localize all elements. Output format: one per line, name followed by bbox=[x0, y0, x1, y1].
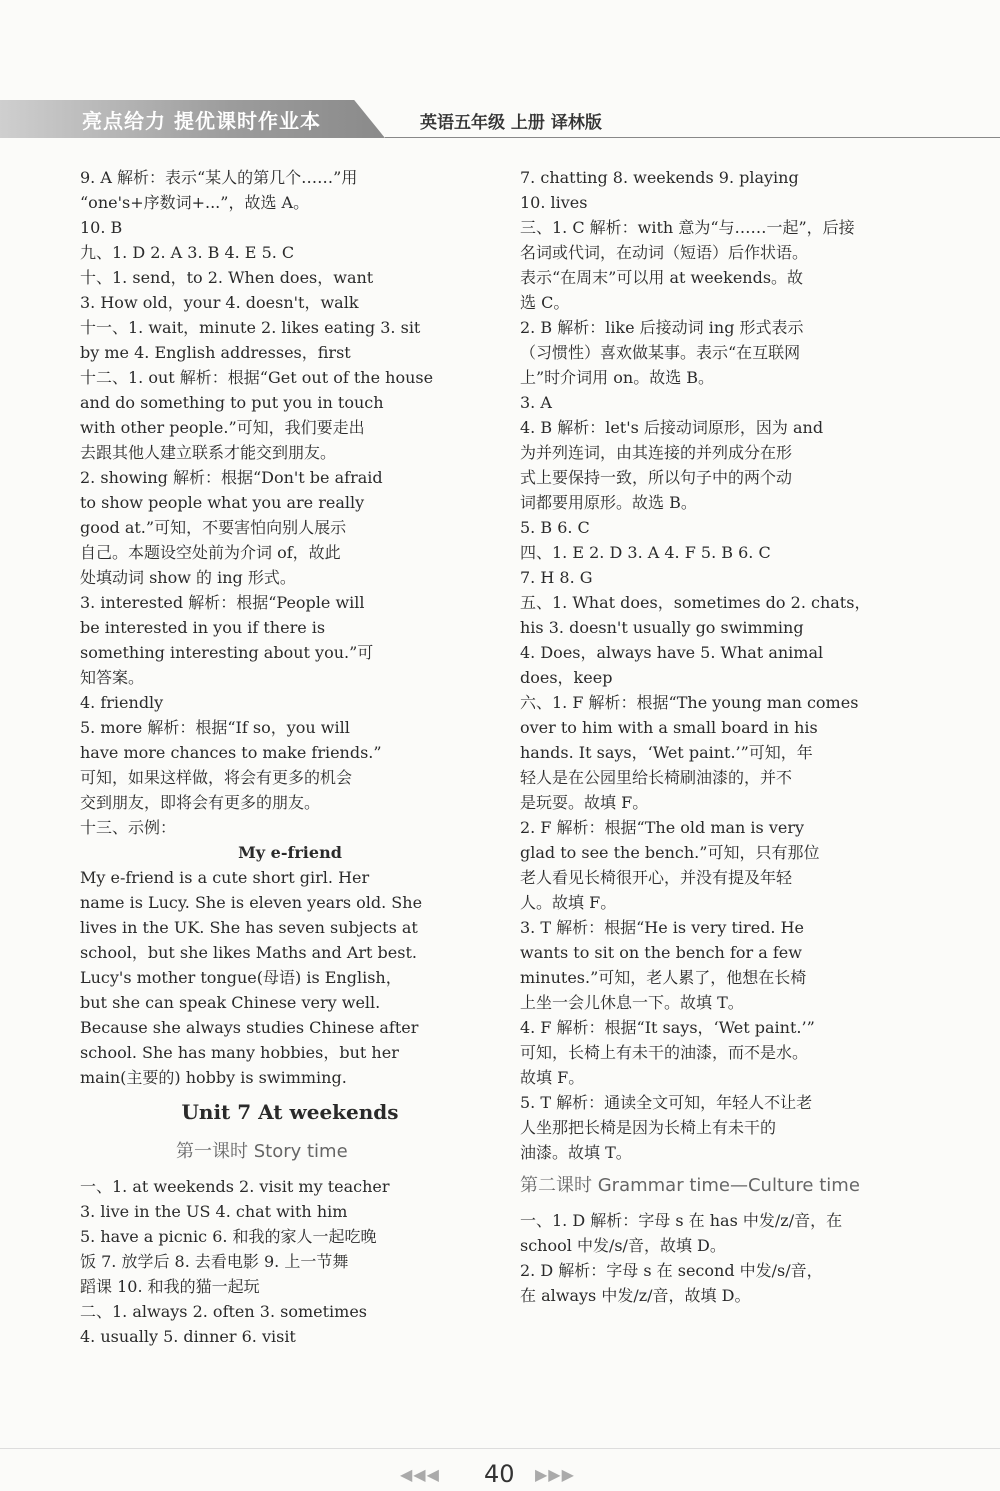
right-answer-lines-2 bbox=[520, 1208, 920, 1308]
answer-line: 六、1. F 解析：根据“The young man comes bbox=[520, 693, 859, 712]
page-number: 40 bbox=[484, 1460, 515, 1488]
answer-line: to show people what you are really bbox=[80, 493, 365, 512]
answer-line: 选 C。 bbox=[520, 293, 570, 312]
lesson-2-heading: 第二课时 Grammar time—Culture time bbox=[520, 1175, 860, 1196]
answer-line: 5. T 解析：通读全文可知，年轻人不让老 bbox=[520, 1093, 813, 1112]
answer-line: 十二、1. out 解析：根据“Get out of the house bbox=[80, 368, 434, 387]
answer-line: 10. lives bbox=[520, 193, 588, 212]
answer-line: 人坐那把长椅是因为长椅上有未干的 bbox=[520, 1118, 777, 1137]
footer-divider bbox=[0, 1448, 1000, 1449]
answer-line: 二、1. always 2. often 3. sometimes bbox=[80, 1302, 368, 1321]
page-header bbox=[0, 100, 1000, 138]
answer-line: 十一、1. wait，minute 2. likes eating 3. sit bbox=[80, 318, 421, 337]
answer-line: 4. usually 5. dinner 6. visit bbox=[80, 1327, 296, 1346]
answer-line: 一、1. D 解析：字母 s 在 has 中发/z/音，在 bbox=[520, 1211, 843, 1230]
answer-line: 上坐一会儿休息一下。故填 T。 bbox=[520, 993, 744, 1012]
answer-line: wants to sit on the bench for a few bbox=[520, 943, 802, 962]
answer-line: name is Lucy. She is eleven years old. She bbox=[80, 893, 423, 912]
answer-line: 九、1. D 2. A 3. B 4. E 5. C bbox=[80, 243, 295, 262]
answer-line: hands. It says，‘Wet paint.’”可知，年 bbox=[520, 743, 813, 762]
answer-line: 2. F 解析：根据“The old man is very bbox=[520, 818, 805, 837]
answer-line: 9. A 解析：表示“某人的第几个……”用 bbox=[80, 168, 358, 187]
answer-line: 2. D 解析：字母 s 在 second 中发/s/音， bbox=[520, 1261, 823, 1280]
answer-line: 上”时介词用 on。故选 B。 bbox=[520, 368, 715, 387]
answer-line: school，but she likes Maths and Art best. bbox=[80, 943, 417, 962]
answer-line: 3. A bbox=[520, 393, 552, 412]
answer-line: 表示“在周末”可以用 at weekends。故 bbox=[520, 268, 804, 287]
answer-line: “one's+序数词+...”，故选 A。 bbox=[80, 193, 310, 212]
answer-line: 7. chatting 8. weekends 9. playing bbox=[520, 168, 799, 187]
answer-line: 名词或代词，在动词（短语）后作状语。 bbox=[520, 243, 809, 262]
answer-line: 3. live in the US 4. chat with him bbox=[80, 1202, 348, 1221]
answer-line: My e-friend is a cute short girl. Her bbox=[80, 868, 370, 887]
answer-line: 三、1. C 解析：with 意为“与……一起”，后接 bbox=[520, 218, 855, 237]
answer-line: 十、1. send，to 2. When does，want bbox=[80, 268, 374, 287]
answer-line: with other people.”可知，我们要走出 bbox=[80, 418, 365, 437]
answer-line: Lucy's mother tongue(母语) is English， bbox=[80, 968, 402, 987]
answer-line: main(主要的) hobby is swimming. bbox=[80, 1068, 347, 1087]
answer-line: 5. have a picnic 6. 和我的家人一起吃晚 bbox=[80, 1227, 377, 1246]
answer-line: have more chances to make friends.” bbox=[80, 743, 382, 762]
answer-line: 故填 F。 bbox=[520, 1068, 585, 1087]
left-answer-lines bbox=[80, 165, 500, 1090]
answer-line: 轻人是在公园里给长椅刷油漆的，并不 bbox=[520, 768, 793, 787]
answer-line: something interesting about you.”可 bbox=[80, 643, 374, 662]
answer-line: 3. How old，your 4. doesn't，walk bbox=[80, 293, 359, 312]
answer-line: 可知，长椅上有未干的油漆，而不是水。 bbox=[520, 1043, 809, 1062]
answer-line: but she can speak Chinese very well. bbox=[80, 993, 381, 1012]
right-answer-lines bbox=[520, 165, 920, 1165]
prev-arrows-icon: ◀◀◀ bbox=[400, 1465, 440, 1484]
answer-line: glad to see the bench.”可知，只有那位 bbox=[520, 843, 820, 862]
answer-line: 一、1. at weekends 2. visit my teacher bbox=[80, 1177, 390, 1196]
answer-line: 四、1. E 2. D 3. A 4. F 5. B 6. C bbox=[520, 543, 771, 562]
answer-line: minutes.”可知，老人累了，他想在长椅 bbox=[520, 968, 807, 987]
answer-line: 式上要保持一致，所以句子中的两个动 bbox=[520, 468, 793, 487]
answer-line: by me 4. English addresses，first bbox=[80, 343, 351, 362]
answer-line: 3. interested 解析：根据“People will bbox=[80, 593, 365, 612]
next-arrows-icon: ▶▶▶ bbox=[535, 1465, 575, 1484]
answer-line: 4. F 解析：根据“It says，‘Wet paint.’” bbox=[520, 1018, 815, 1037]
answer-line: 2. showing 解析：根据“Don't be afraid bbox=[80, 468, 383, 487]
answer-line: 油漆。故填 T。 bbox=[520, 1143, 632, 1162]
answer-line: 4. friendly bbox=[80, 693, 164, 712]
answer-line: 5. more 解析：根据“If so，you will bbox=[80, 718, 350, 737]
answer-line: does，keep bbox=[520, 668, 613, 687]
answer-line: over to him with a small board in his bbox=[520, 718, 818, 737]
answer-line: 是玩耍。故填 F。 bbox=[520, 793, 649, 812]
header-divider bbox=[385, 137, 1000, 138]
answer-line: 可知，如果这样做，将会有更多的机会 bbox=[80, 768, 353, 787]
answer-line: 2. B 解析：like 后接动词 ing 形式表示 bbox=[520, 318, 804, 337]
answer-line: 交到朋友，即将会有更多的朋友。 bbox=[80, 793, 321, 812]
answer-line: 去跟其他人建立联系才能交到朋友。 bbox=[80, 443, 337, 462]
answer-line: 为并列连词，由其连接的并列成分在形 bbox=[520, 443, 793, 462]
answer-line: 4. Does，always have 5. What animal bbox=[520, 643, 824, 662]
answer-line: 词都要用原形。故选 B。 bbox=[520, 493, 697, 512]
left-column bbox=[80, 165, 500, 1349]
answer-line: be interested in you if there is bbox=[80, 618, 326, 637]
answer-line: 5. B 6. C bbox=[520, 518, 590, 537]
right-column bbox=[520, 165, 920, 1308]
book-series-title: 亮点给力 提优课时作业本 bbox=[82, 109, 321, 133]
answer-line: 处填动词 show 的 ing 形式。 bbox=[80, 568, 296, 587]
answer-line: 在 always 中发/z/音，故填 D。 bbox=[520, 1286, 751, 1305]
answer-line: 蹈课 10. 和我的猫一起玩 bbox=[80, 1277, 260, 1296]
answer-line: his 3. doesn't usually go swimming bbox=[520, 618, 804, 637]
answer-line: 饭 7. 放学后 8. 去看电影 9. 上一节舞 bbox=[80, 1252, 349, 1271]
answer-line: 自己。本题设空处前为介词 of，故此 bbox=[80, 543, 341, 562]
answer-line: school 中发/s/音，故填 D。 bbox=[520, 1236, 726, 1255]
answer-line: 人。故填 F。 bbox=[520, 893, 617, 912]
answer-line: 4. B 解析：let's 后接动词原形，因为 and bbox=[520, 418, 824, 437]
answer-line: and do something to put you in touch bbox=[80, 393, 384, 412]
answer-line: （习惯性）喜欢做某事。表示“在互联网 bbox=[520, 343, 801, 362]
answer-line: 7. H 8. G bbox=[520, 568, 593, 587]
unit-title: Unit 7 At weekends bbox=[181, 1100, 399, 1124]
answer-line: good at.”可知，不要害怕向别人展示 bbox=[80, 518, 347, 537]
left-answer-lines-2 bbox=[80, 1174, 500, 1349]
answer-line: 10. B bbox=[80, 218, 123, 237]
answer-line: 十三、示例： bbox=[80, 818, 177, 837]
answer-line: school. She has many hobbies，but her bbox=[80, 1043, 399, 1062]
book-subject-title: 英语五年级 上册 译林版 bbox=[420, 113, 602, 133]
answer-line: 五、1. What does，sometimes do 2. chats， bbox=[520, 593, 871, 612]
answer-line: 3. T 解析：根据“He is very tired. He bbox=[520, 918, 804, 937]
answer-line: Because she always studies Chinese after bbox=[80, 1018, 419, 1037]
answer-line: 老人看见长椅很开心，并没有提及年轻 bbox=[520, 868, 793, 887]
answer-line: lives in the UK. She has seven subjects at bbox=[80, 918, 418, 937]
lesson-1-heading: 第一课时 Story time bbox=[176, 1141, 348, 1162]
answer-line: 知答案。 bbox=[80, 668, 145, 687]
answer-line: My e-friend bbox=[238, 843, 342, 862]
